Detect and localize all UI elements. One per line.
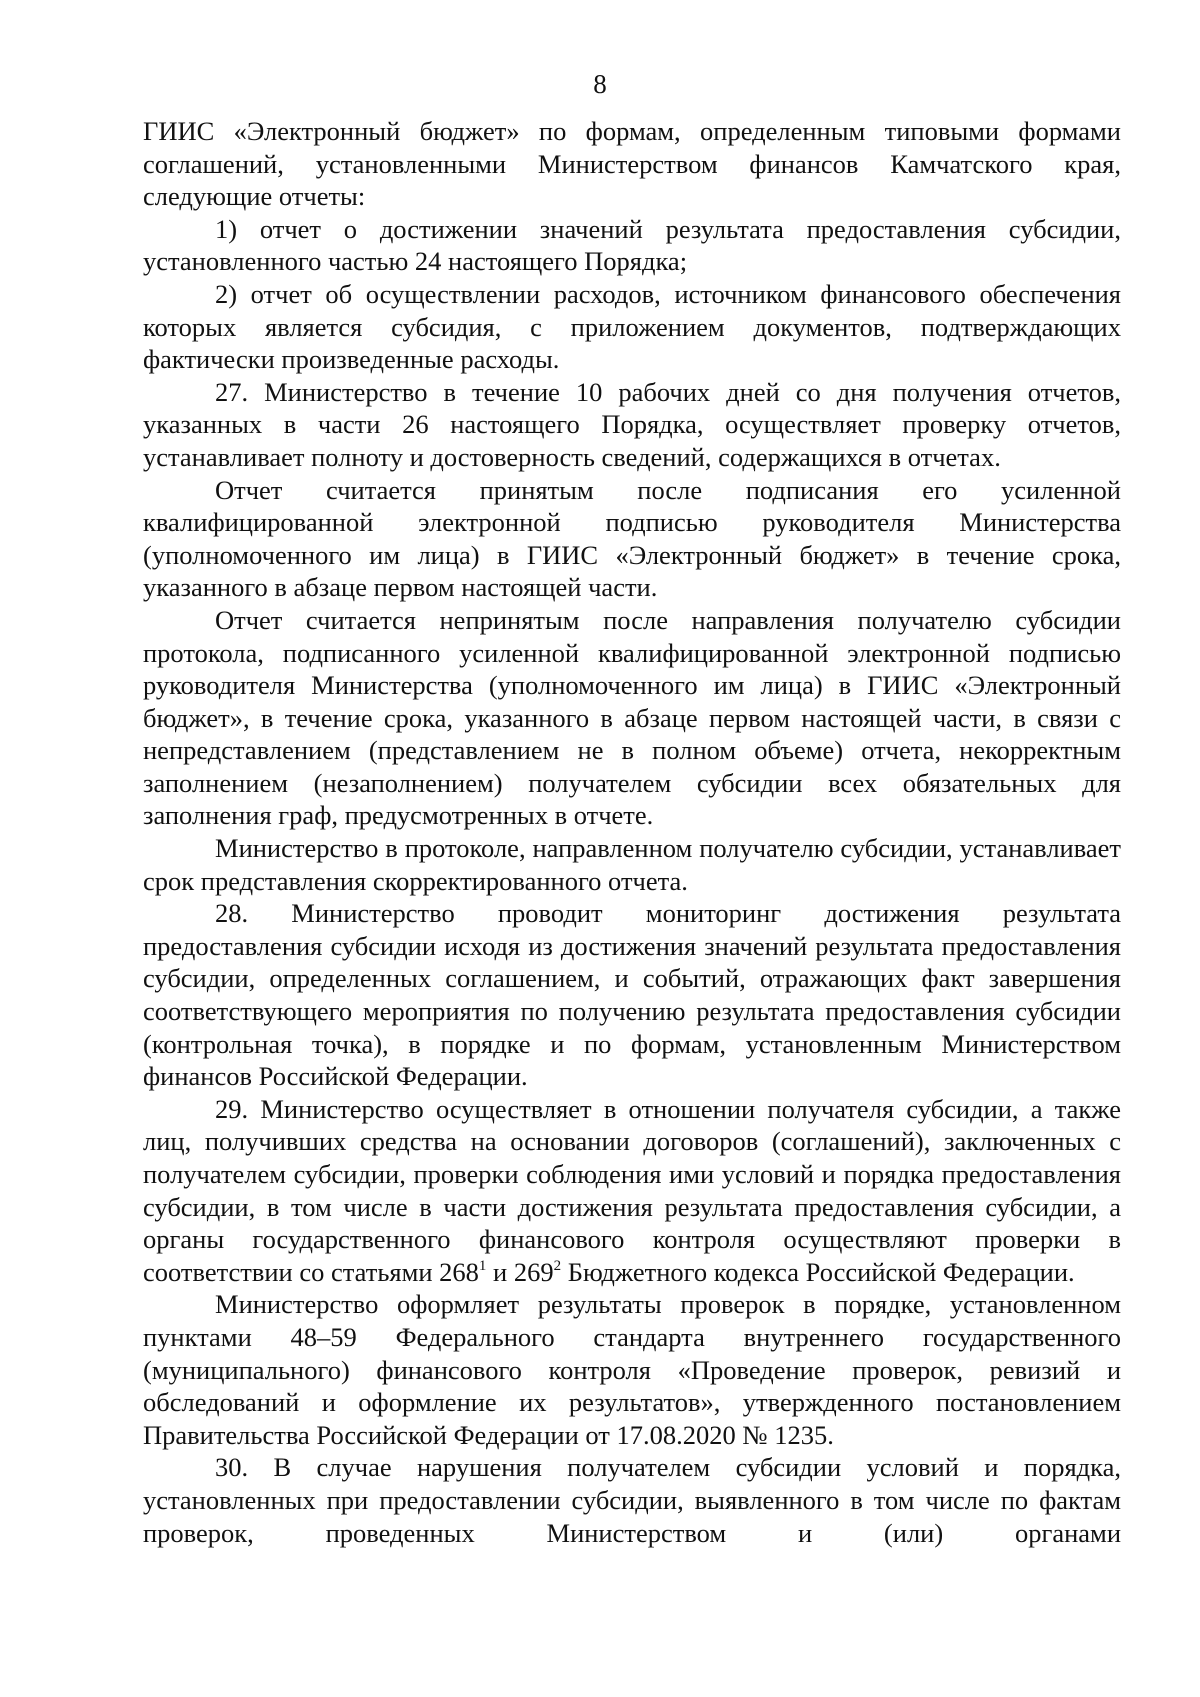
paragraph-report-accepted: Отчет считается принятым после подписания его усиленной квалифицированной электронной подписью руководителя Министерства (уполномоченного им лица) в ГИИС «Электронный бюджет» в течение срока, указанного в абзаце первом настоящей части. bbox=[143, 474, 1121, 603]
paragraph-28: 28. Министерство проводит мониторинг достижения результата предоставления субсидии исходя из достижения значений результата предоставления субсидии, определенных соглашением, и событий, отражающих факт завершения соответствующего мероприятия по получению результата предоставления субсидии (контрольная точка), в порядке и по формам, установленным Министерством финансов Российской Федерации. bbox=[143, 898, 1121, 1092]
paragraph-reports-intro: ГИИС «Электронный бюджет» по формам, определенным типовыми формами соглашений, установленными Министерством финансов Камчатского края, следующие отчеты: bbox=[143, 116, 1121, 212]
document-body bbox=[143, 115, 1121, 1549]
paragraph-29-text-after: Бюджетного кодекса Российской Федерации. bbox=[561, 1256, 1075, 1287]
paragraph-corrected-report: Министерство в протоколе, направленном получателю субсидии, устанавливает срок представления скорректированного отчета. bbox=[143, 833, 1121, 896]
superscript-1: 1 bbox=[478, 1257, 487, 1274]
paragraph-report-1: 1) отчет о достижении значений результата предоставления субсидии, установленного частью 24 настоящего Порядка; bbox=[143, 213, 1121, 277]
superscript-2: 2 bbox=[553, 1257, 562, 1274]
paragraph-29-text-before: 29. Министерство осуществляет в отношении получателя субсидии, а также лиц, получивших средства на основании договоров (соглашений), заключенных с получателем субсидии, проверки соблюдения ими условий и порядка предоставления субсидии, в том числе в части достижения результата предоставления субсидии, а органы государственного финансового контроля осуществляют проверки в соответствии со статьями 268 bbox=[143, 1093, 1121, 1287]
paragraph-inspection-results: Министерство оформляет результаты проверок в порядке, установленном пунктами 48–59 Федерального стандарта внутреннего государственного (муниципального) финансового контроля «Проведение проверок, ревизий и обследований и оформление их результатов», утвержденного постановлением Правительства Российской Федерации от 17.08.2020 № 1235. bbox=[143, 1289, 1121, 1450]
paragraph-29 bbox=[143, 1093, 1121, 1289]
paragraph-29-text-middle: и 269 bbox=[486, 1256, 554, 1287]
paragraph-report-2: 2) отчет об осуществлении расходов, источником финансового обеспечения которых является субсидия, с приложением документов, подтверждающих фактически произведенные расходы. bbox=[143, 278, 1121, 375]
paragraph-30: 30. В случае нарушения получателем субсидии условий и порядка, установленных при предоставлении субсидии, выявленного в том числе по фактам проверок, проведенных Министерством и (или) органами bbox=[143, 1452, 1121, 1548]
paragraph-report-rejected: Отчет считается непринятым после направления получателю субсидии протокола, подписанного усиленной квалифицированной электронной подписью руководителя Министерства (уполномоченного им лица) в ГИИС «Электронный бюджет», в течение срока, указанного в абзаце первом настоящей части, в связи с непредставлением (представлением не в полном объеме) отчета, некорректным заполнением (незаполнением) получателем субсидии всех обязательных для заполнения граф, предусмотренных в отчете. bbox=[143, 604, 1121, 831]
page-number: 8 bbox=[593, 69, 607, 99]
paragraph-27: 27. Министерство в течение 10 рабочих дней со дня получения отчетов, указанных в части 26 настоящего Порядка, осуществляет проверку отчетов, устанавливает полноту и достоверность сведений, содержащихся в отчетах. bbox=[143, 376, 1121, 472]
